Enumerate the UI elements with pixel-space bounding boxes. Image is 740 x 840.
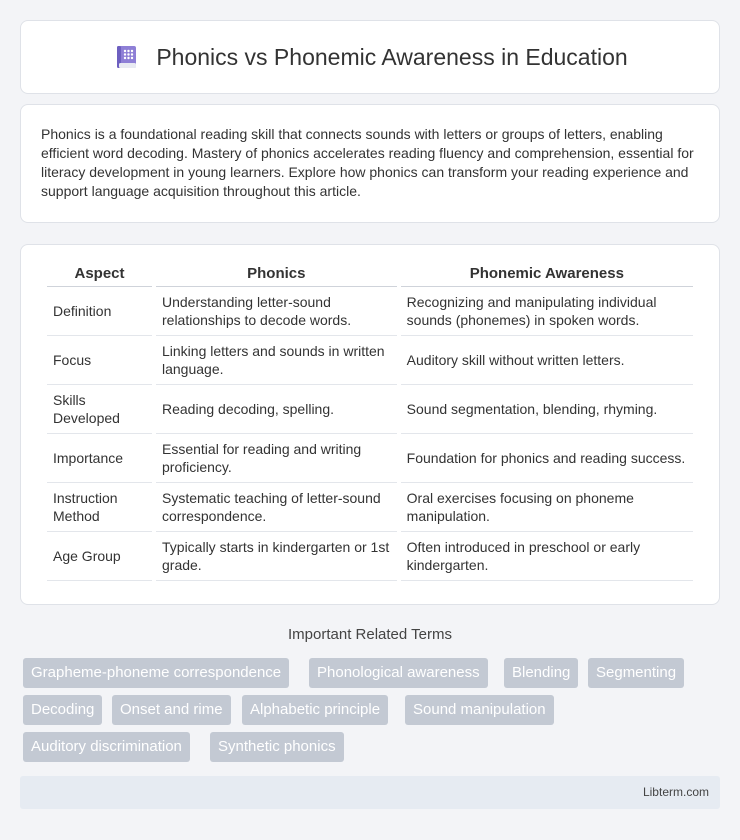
term-tag[interactable]: Segmenting (588, 658, 684, 688)
header-card (20, 20, 720, 94)
book-icon (112, 43, 140, 71)
phonics-cell: Linking letters and sounds in written language. (156, 336, 397, 385)
header-aspect: Aspect (47, 263, 152, 287)
page-title: Phonics vs Phonemic Awareness in Education (156, 43, 628, 70)
related-terms-title: Important Related Terms (288, 626, 452, 643)
phonics-cell: Understanding letter-sound relationships to decode words. (156, 287, 397, 336)
term-tag[interactable]: Blending (504, 658, 578, 688)
phonemic-cell: Sound segmentation, blending, rhyming. (401, 385, 693, 434)
footer (20, 776, 720, 809)
term-tag[interactable]: Onset and rime (112, 695, 231, 725)
aspect-cell: Definition (47, 287, 152, 336)
phonics-cell: Systematic teaching of letter-sound correspondence. (156, 483, 397, 532)
term-tag[interactable]: Phonological awareness (309, 658, 488, 688)
header-phonemic-awareness: Phonemic Awareness (401, 263, 693, 287)
term-tag[interactable]: Grapheme-phoneme correspondence (23, 658, 289, 688)
aspect-cell: Importance (47, 434, 152, 483)
phonics-cell: Essential for reading and writing proficiency. (156, 434, 397, 483)
comparison-table (43, 263, 697, 581)
aspect-cell: Skills Developed (47, 385, 152, 434)
aspect-cell: Instruction Method (47, 483, 152, 532)
phonemic-cell: Foundation for phonics and reading success. (401, 434, 693, 483)
phonemic-cell: Recognizing and manipulating individual sounds (phonemes) in spoken words. (401, 287, 693, 336)
phonemic-cell: Often introduced in preschool or early kindergarten. (401, 532, 693, 581)
term-tag[interactable]: Auditory discrimination (23, 732, 190, 762)
table-row (47, 385, 693, 434)
aspect-cell: Age Group (47, 532, 152, 581)
intro-card (20, 104, 720, 223)
term-tag[interactable]: Decoding (23, 695, 102, 725)
footer-site-link[interactable]: Libterm.com (642, 785, 709, 799)
term-tag[interactable]: Sound manipulation (405, 695, 554, 725)
phonemic-cell: Oral exercises focusing on phoneme manipulation. (401, 483, 693, 532)
phonics-cell: Typically starts in kindergarten or 1st grade. (156, 532, 397, 581)
term-tag[interactable]: Synthetic phonics (210, 732, 344, 762)
table-row (47, 287, 693, 336)
intro-text: Phonics is a foundational reading skill that connects sounds with letters or groups of letters, enabling efficient word decoding. Mastery of phonics accelerates reading fluency and comprehension, essential for literacy development in young learners. Explore how phonics can transform your reading experience and support language acquisition throughout this article. (41, 126, 694, 199)
table-header-row (47, 263, 693, 287)
table-row (47, 532, 693, 581)
table-row (47, 336, 693, 385)
term-tag[interactable]: Alphabetic principle (242, 695, 388, 725)
phonics-cell: Reading decoding, spelling. (156, 385, 397, 434)
table-row (47, 483, 693, 532)
header-phonics: Phonics (156, 263, 397, 287)
table-row (47, 434, 693, 483)
phonemic-cell: Auditory skill without written letters. (401, 336, 693, 385)
aspect-cell: Focus (47, 336, 152, 385)
comparison-table-card (20, 244, 720, 605)
